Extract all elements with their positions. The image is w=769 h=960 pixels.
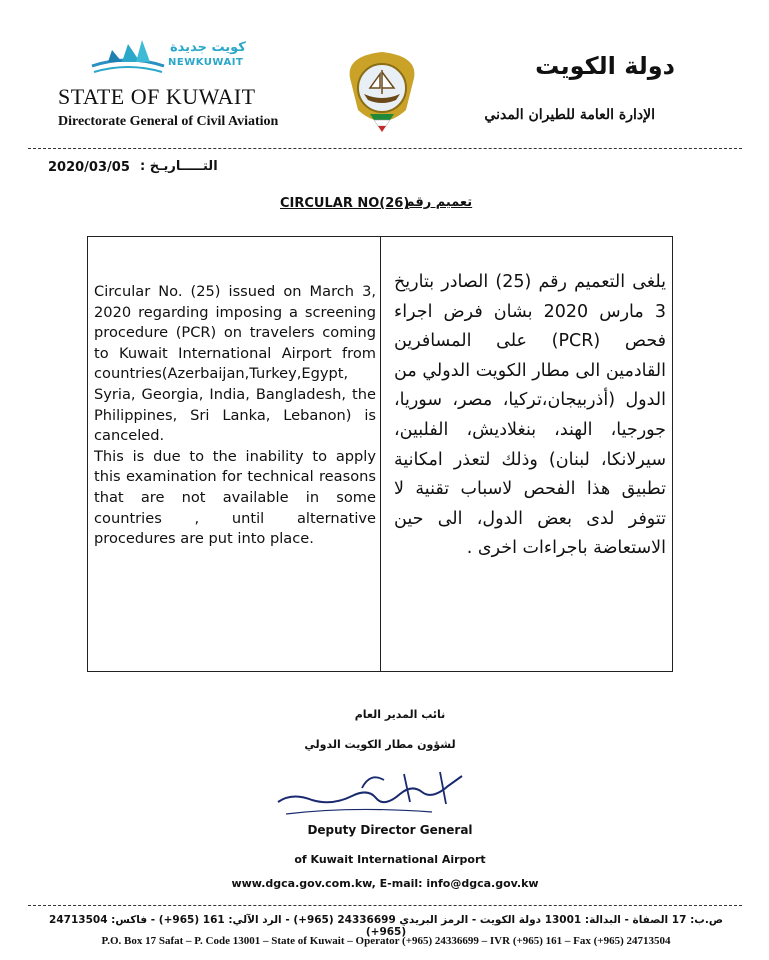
signatory-title-en-line2: of Kuwait International Airport	[294, 853, 486, 866]
dgca-title-en: Directorate General of Civil Aviation	[58, 114, 279, 129]
signatory-title-ar-line1: نائب المدير العام	[354, 708, 446, 721]
footer-address-en: P.O. Box 17 Safat – P. Code 13001 – State of Kuwait – Operator (+965) 24336699 – IVR (+965) 161 – Fax (+965) 24713504	[101, 935, 671, 947]
circular-text-ar: يلغى التعميم رقم (25) الصادر بتاريخ 3 مارس 2020 بشان فرض اجراء فحص (PCR) على المسافرين القادمين الى مطار الكويت الدولي من الدول (أذربيجان،تركيا، مصر، سوريا، جورجيا، الهند، بنغلاديش، الفلبين، سيرلانكا، لبنان) وذلك لتعذر امكانية تطبيق هذا الفحص لاسباب تقنية لا تتوفر لدى بعض الدول، الى حين الاستعاضة باجراءات اخرى .	[394, 272, 666, 559]
state-title-ar: دولة الكويت	[535, 52, 675, 80]
handwritten-signature	[272, 762, 492, 822]
kuwait-emblem	[342, 48, 422, 138]
logo-english-text: NEWKUWAIT	[168, 57, 244, 68]
footer-address-ar: ص.ب: 17 الصفاة - البدالة: 13001 دولة الكويت - الرمز البريدي 24336699 (965+) - الرد الآلي: 161 (965+) - فاكس: 24713504 (965+)	[49, 914, 723, 938]
column-divider	[380, 236, 381, 672]
date-label-ar: التـــــاريـخ :	[140, 159, 218, 174]
signatory-title-ar-line2: لشؤون مطار الكويت الدولي	[304, 738, 456, 751]
circular-number-en: CIRCULAR NO(26)	[280, 196, 410, 211]
logo-arabic-text: كويت جديدة	[170, 40, 246, 55]
footer-divider	[28, 905, 742, 906]
dgca-title-ar: الإدارة العامة للطيران المدني	[484, 107, 655, 123]
contact-line: www.dgca.gov.com.kw, E-mail: info@dgca.gov.kw	[231, 877, 539, 890]
document-date: 2020/03/05	[48, 160, 130, 175]
signatory-title-en-line1: Deputy Director General	[307, 823, 473, 837]
circular-text-en: Circular No. (25) issued on March 3, 2020 regarding imposing a screening procedure (PCR) on travelers coming to Kuwait International Airport from countries(Azerbaijan,Turkey,Egypt, Syria, Georgia, India, Bangladesh, the Philippines, Sri Lanka, Lebanon) is canceled. This is due to the inability to apply this examination for technical reasons that are not available in some countries , until alternative procedures are put into place.	[94, 283, 376, 548]
state-title-en: STATE OF KUWAIT	[58, 84, 256, 109]
circular-number-ar: تعميم رقم	[405, 195, 473, 210]
header-divider	[28, 148, 742, 149]
